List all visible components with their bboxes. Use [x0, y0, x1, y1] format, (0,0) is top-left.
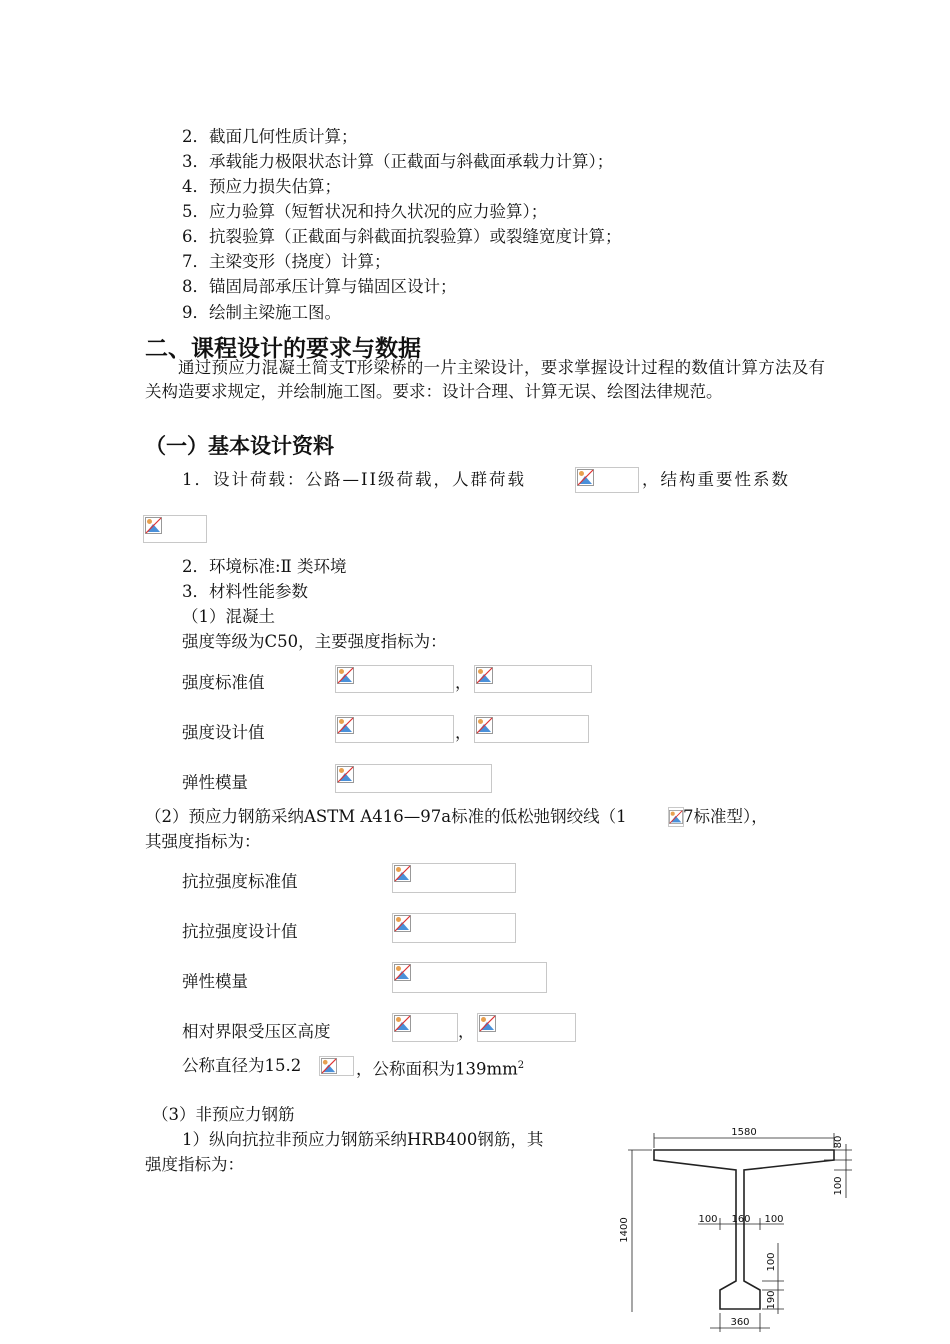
- formula-image: [392, 1013, 458, 1042]
- formula-image: [474, 665, 592, 693]
- task-item: 7．主梁变形（挠度）计算；: [182, 252, 391, 271]
- dim-bulb-label: 190: [766, 1290, 777, 1310]
- dim-top-label: 1580: [731, 1127, 757, 1138]
- broken-image-icon: [337, 766, 354, 783]
- nonpre-text: （3）非预应力钢筋: [152, 1105, 295, 1124]
- task-item: 9．绘制主梁施工图。: [182, 303, 341, 322]
- concrete-text: （1）混凝土: [182, 607, 275, 626]
- dim-height-label: 1400: [619, 1217, 630, 1243]
- dim-bottom-label: 360: [730, 1317, 750, 1328]
- broken-image-icon: [145, 517, 162, 534]
- broken-image-icon: [394, 915, 411, 932]
- comma: ，: [455, 723, 472, 742]
- relative-height-label: 相对界限受压区高度: [182, 1022, 331, 1041]
- broken-image-icon: [394, 964, 411, 981]
- task-item: 5．应力验算（短暂状况和持久状况的应力验算）；: [182, 202, 548, 221]
- load-text-2: ，结构重要性系数: [642, 470, 790, 489]
- formula-image: [335, 764, 492, 793]
- formula-image: [143, 515, 207, 543]
- comma: ，: [455, 673, 472, 692]
- dim-web-label: 160: [731, 1214, 751, 1225]
- formula-image: [392, 863, 516, 893]
- broken-image-icon: [394, 865, 411, 882]
- dim-haunch-label: 100: [833, 1176, 844, 1196]
- area-text-main: ，公称面积为139mm: [356, 1059, 518, 1079]
- dim-web-right-label: 100: [764, 1214, 784, 1225]
- section-heading: 二、课程设计的要求与数据: [145, 336, 421, 362]
- task-item: 6．抗裂验算（正截面与斜截面抗裂验算）或裂缝宽度计算；: [182, 227, 622, 246]
- tensile-std-label: 抗拉强度标准值: [182, 872, 298, 891]
- diameter-text: 公称直径为15.2: [182, 1056, 302, 1075]
- comma: ，: [458, 1022, 475, 1041]
- broken-image-icon: [394, 1015, 411, 1032]
- formula-image: [335, 665, 454, 693]
- tensile-design-label: 抗拉强度设计值: [182, 922, 298, 941]
- subsection-heading: （一）基本设计资料: [145, 434, 334, 458]
- env-text: 2．环境标准:Ⅱ 类环境: [182, 557, 347, 576]
- task-item: 2．截面几何性质计算；: [182, 127, 358, 146]
- t-beam-section-drawing: [612, 1118, 872, 1340]
- elastic-label: 弹性模量: [182, 773, 248, 792]
- broken-image-icon: [337, 717, 354, 734]
- task-item: 8．锚固局部承压计算与锚固区设计；: [182, 277, 457, 296]
- broken-image-icon: [669, 809, 683, 825]
- dim-web-left-label: 100: [698, 1214, 718, 1225]
- broken-image-icon: [476, 717, 493, 734]
- formula-image: [474, 715, 589, 743]
- formula-image: [392, 913, 516, 943]
- formula-image: [319, 1056, 354, 1076]
- task-item: 4．预应力损失估算；: [182, 177, 341, 196]
- broken-image-icon: [321, 1058, 337, 1074]
- formula-image: [392, 962, 547, 993]
- material-text: 3．材料性能参数: [182, 582, 308, 601]
- dim-flange-label: 80: [833, 1135, 844, 1149]
- area-text: [356, 1056, 524, 1080]
- design-value-label: 强度设计值: [182, 723, 265, 742]
- broken-image-icon: [476, 667, 493, 684]
- formula-image: [575, 467, 639, 493]
- std-value-label: 强度标准值: [182, 673, 265, 692]
- broken-image-icon: [577, 469, 594, 486]
- task-item: 3．承载能力极限状态计算（正截面与斜截面承载力计算）；: [182, 152, 614, 171]
- intro-paragraph: 通过预应力混凝土简支T形梁桥的一片主梁设计，要求掌握设计过程的数值计算方法及有关构造要求规定，并绘制施工图。要求：设计合理、计算无误、绘图法律规范。: [145, 358, 825, 401]
- load-text: 1．设计荷载：公路—II级荷载，人群荷载: [182, 470, 527, 489]
- formula-image: [668, 807, 684, 827]
- strand-text: （2）预应力钢筋采纳ASTM A416—97a标准的低松弛钢绞线（1: [145, 807, 627, 826]
- broken-image-icon: [479, 1015, 496, 1032]
- broken-image-icon: [337, 667, 354, 684]
- strand-elastic-label: 弹性模量: [182, 972, 248, 991]
- formula-image: [335, 715, 454, 743]
- superscript: 2: [517, 1060, 525, 1071]
- strand-text-3: 其强度指标为：: [145, 832, 261, 851]
- dim-bulb-haunch-label: 100: [766, 1252, 777, 1272]
- strand-text-2: 7标准型），: [683, 807, 768, 826]
- long-rebar-text: 1）纵向抗拉非预应力钢筋采纳HRB400钢筋，其: [182, 1130, 544, 1149]
- long-rebar-text-2: 强度指标为：: [145, 1155, 244, 1174]
- formula-image: [477, 1013, 576, 1042]
- concrete-grade-text: 强度等级为C50，主要强度指标为：: [182, 632, 447, 651]
